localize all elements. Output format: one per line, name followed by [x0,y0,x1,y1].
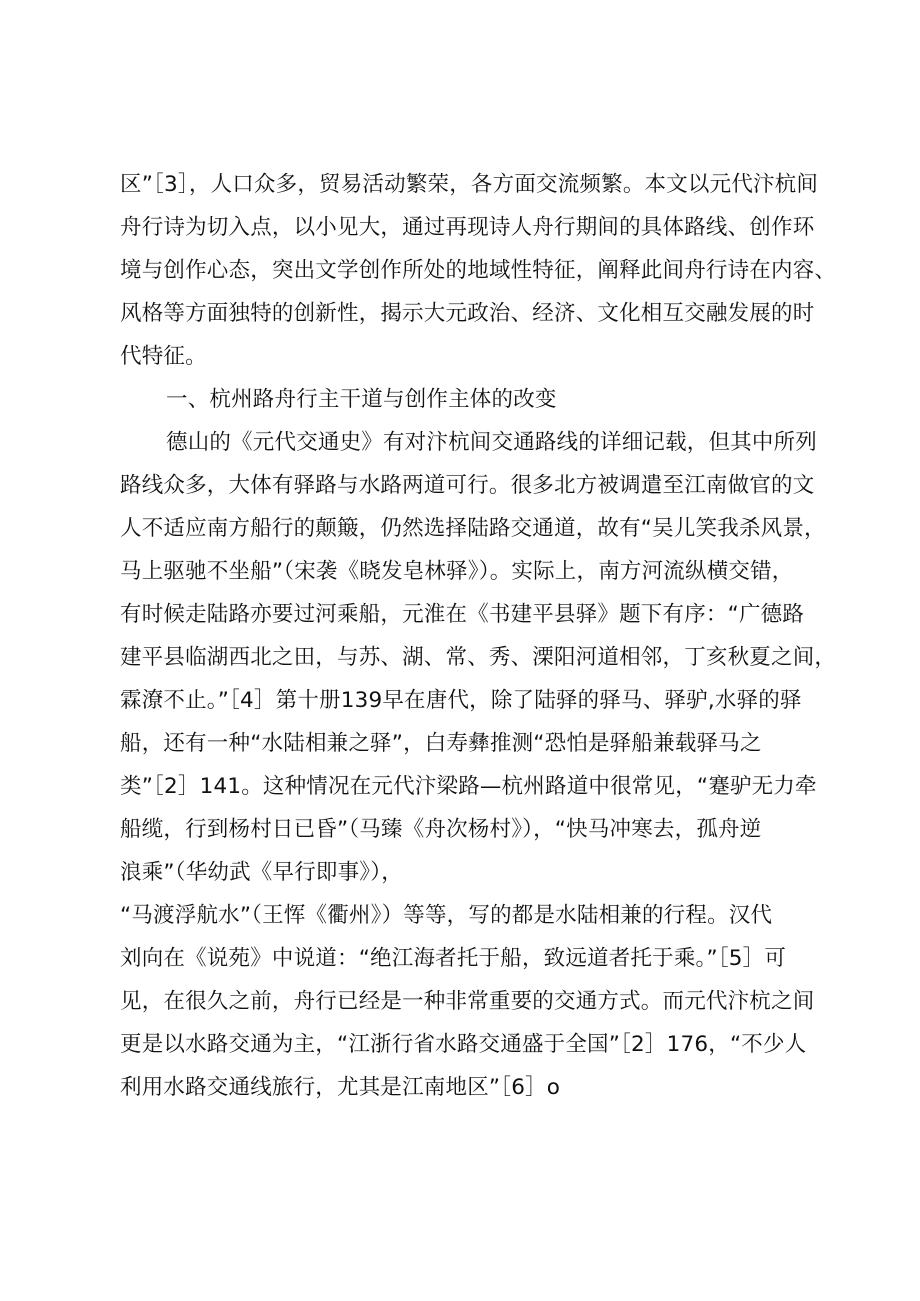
paragraph-line: 类”［2］141。这种情况在元代汴梁路—杭州路道中很常见，“蹇驴无力牵 [120,774,817,799]
paragraph-line: 路线众多，大体有驿路与水路两道可行。很多北方被调遣至江南做官的文 [120,473,815,498]
paragraph-line: 船，还有一种“水陆相兼之驿”，白寿彝推测“恐怕是驿船兼载驿马之 [120,731,762,756]
paragraph-line: 境与创作心态，突出文学创作所处的地域性特征，阐释此间舟行诗在内容、 [120,258,837,283]
paragraph-line: 有时候走陆路亦要过河乘船，元淮在《书建平县驿》题下有序：“广德路 [120,602,805,627]
section-heading: 一、杭州路舟行主干道与创作主体的改变 [166,387,557,412]
paragraph-line: 霖潦不止。”［4］第十册139早在唐代，除了陆驿的驿马、驿驴,水驿的驿 [120,688,802,713]
paragraph-line: 风格等方面独特的创新性，揭示大元政治、经济、文化相互交融发展的时 [120,301,815,326]
paragraph-line: 德山的《元代交通史》有对汴杭间交通路线的详细记载，但其中所列 [166,430,818,455]
paragraph-line: 人不适应南方船行的颠簸，仍然选择陆路交通道，故有“吴儿笑我杀风景， [120,516,826,541]
paragraph-line: 见，在很久之前，舟行已经是一种非常重要的交通方式。而元代汴杭之间 [120,989,815,1014]
paragraph-line: 代特征。 [120,344,207,369]
paragraph-line: 浪乘”（华幼武《早行即事》）， [120,860,403,885]
paragraph-line: 区”［3］，人口众多，贸易活动繁荣，各方面交流频繁。本文以元代汴杭间 [120,172,819,197]
paragraph-line: 建平县临湖西北之田，与苏、湖、常、秀、溧阳河道相邻，丁亥秋夏之间， [120,645,837,670]
paragraph-line: 船缆，行到杨村日已昏”（马臻《舟次杨村》），“快马冲寒去，孤舟逆 [120,817,762,842]
paragraph-line: 刘向在《说苑》中说道：“绝江海者托于船，致远道者托于乘。”［5］可 [120,946,787,971]
paragraph-line: 舟行诗为切入点，以小见大，通过再现诗人舟行期间的具体路线、创作环 [120,215,815,240]
paragraph-line: 马上驱驰不坐船”（宋袭《晓发皂林驿》）。实际上，南方河流纵横交错， [120,559,794,584]
paragraph-line: “马渡浮航水”（王恽《衢州》）等等，写的都是水陆相兼的行程。汉代 [120,903,773,928]
paragraph-line: 更是以水路交通为主，“江浙行省水路交通盛于全国”［2］176，“不少人 [120,1032,807,1057]
paragraph-line: 利用水路交通线旅行，尤其是江南地区”［6］o [120,1075,561,1100]
